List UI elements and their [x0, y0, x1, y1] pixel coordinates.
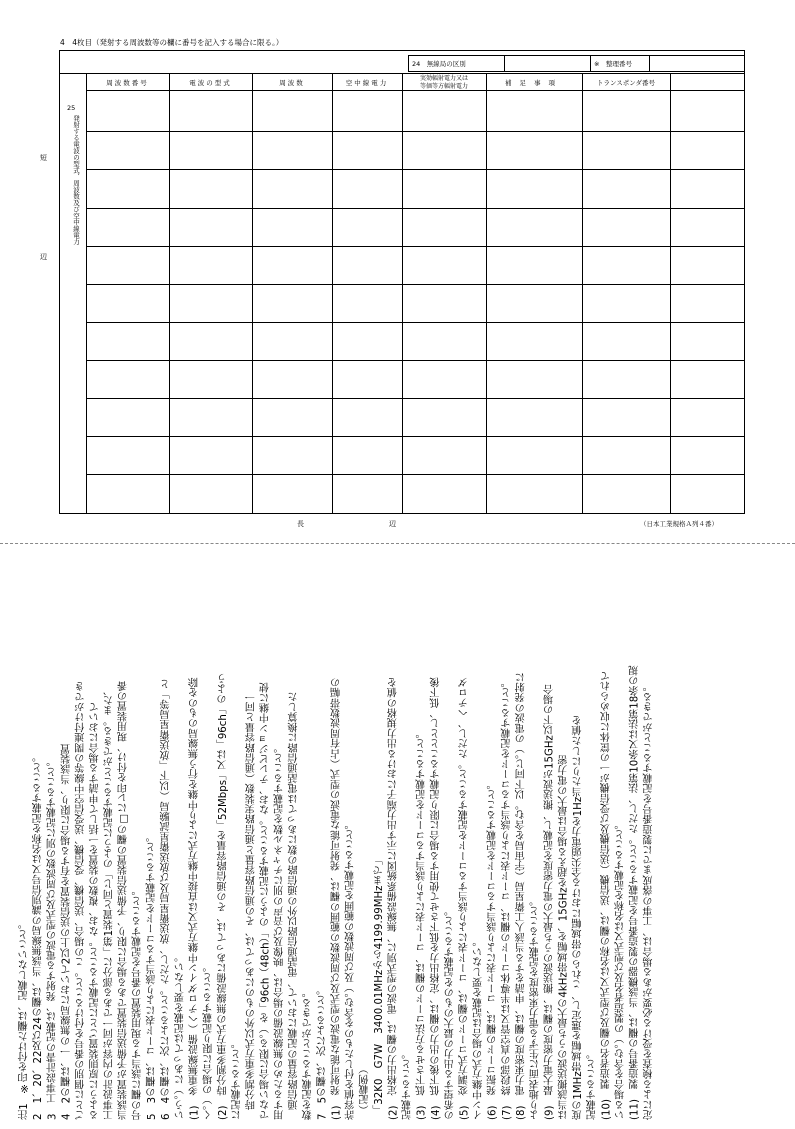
note-line: 度の1MHz帯域幅を選定し、これらの帯域幅における全尖頭電力を1Hz当たりにした値を: [572, 715, 584, 1120]
station-type-label: 24 無線局の区別: [409, 56, 505, 72]
section-number: 25: [67, 104, 76, 112]
note-line: より地表面に生ずる電力束密度を記載すること。: [530, 895, 542, 1120]
note-line: 数を記載することができる。: [303, 987, 315, 1120]
note-line: るように原則装置ごとに記載すること。なお、複数の装置を一括して申請する場合において: [90, 701, 102, 1120]
note-line: の希望する出力の最大のものを記載すること。: [445, 905, 457, 1120]
note-line: (7) 終段部の真空管又は半導体コードの欄は、コード表により該当するコードを記載すること。: [501, 677, 513, 1120]
edge-label-long-left: 長: [297, 520, 304, 528]
note-line: 通信路容量の記載において、電話通信路以外の通信路の数にあっては電話通信路に換算した: [288, 691, 300, 1120]
note-line: ごとに個別の番号を付けること。この場合、送信機、受信機、送受信空中線等の関連付けができ: [75, 681, 87, 1120]
note-line: (1) 発射可能な電波の型式及び周波数の範囲の欄は、発射可能な電波の型式（占有周波数帯幅の: [331, 677, 343, 1120]
note-line: (1) 多重無線設備（ヘテロダイン中継方式又は直接中継方式により中継を行う無線局のものを除: [189, 677, 201, 1120]
note-line: (8) 電力束密度の欄は、申請をする当該人工衛星局（宇宙局を含む。以下同じ。）の電波の発射に: [516, 672, 528, 1120]
note-line: 時分割多重方式以外のものにあっては、その通信路容量と通信路実装数（通信路容量と同一: [246, 691, 258, 1120]
note-line: 工事設計の内容が同一である部分に「第1装置と同じ」のように記載することができる。また、: [104, 685, 116, 1120]
note-line: 3 工事設計書の記載は、発射する電波の型式及び周波数の別に記載すること。: [47, 756, 59, 1120]
note-line: 「32K0 G7W 3400.01MHzから4199.99MHzまで」: [374, 854, 386, 1120]
note-line: 7 5の欄は、次によること。: [317, 984, 329, 1120]
note-line: 許容値を付したものを含む。）及び周波数の範囲を記載すること。: [345, 819, 357, 1120]
notes-block: [18, 585, 778, 1120]
edge-label-short-top: 短: [40, 154, 47, 162]
registration-number-label: ※ 整理番号: [591, 56, 650, 72]
column-header-erp-line1: 実効輻射電力又は: [419, 75, 468, 82]
note-line: 4 2の欄は、一の無線局において2以上の送信装置を有する場合に限り、当該装置: [61, 743, 73, 1120]
note-line: (2) 時分割多重方式の無線設備にあっては、その通信路容量を「52Mbps」又は「96ch」のよう: [217, 673, 229, 1120]
column-header-transponder-number: トランスポンダ番号: [596, 79, 656, 87]
paper-spec: （日本工業規格Ａ列４番）: [640, 520, 718, 528]
note-line: いる場合を含む。）の製造者名及び型式又は名称を記載すること。: [615, 819, 627, 1120]
note-line: （記載例）: [359, 1063, 371, 1120]
edge-label-short-bottom: 辺: [40, 253, 47, 261]
note-line: でない場合に限る。）を「96ch（48ch）」のように記載すること。なお、テレビジョン中継に使: [260, 682, 272, 1120]
note-line: 注1 ※印を付けた欄は、記載しないこと。: [19, 918, 30, 1120]
frequency-table: [59, 73, 745, 514]
note-line: く。）の場合に限り記載すること。: [203, 961, 215, 1120]
column-header-antenna-power: 空中線電力: [345, 79, 389, 87]
column-header-erp: [402, 75, 486, 91]
note-line: (3) 低下させる方法コードの欄は、コード表により該当するコードを記載すること。: [416, 728, 428, 1120]
note-line: (10) 製造者名の欄及び型式又は名称の欄は、送信機（送信機及び受信機が一の筐体に収められて: [601, 670, 613, 1120]
note-line: は当該搬送波のうち最大の4kHz帯域幅を、15GHzを超える場合は最大の電力密: [558, 754, 570, 1120]
registration-number-value[interactable]: [650, 56, 745, 72]
column-header-frequency: 周波数: [279, 79, 305, 87]
column-header-frequency-number: 周波数番号: [106, 79, 149, 87]
note-line: (4) 低下後の出力の欄は、定格出力を低下させて使用する場合に限り記載することとし、低下後: [430, 677, 442, 1120]
note-line: 2 1、20、22及び24の欄は、当該無線局の識別信号又は名称を記載すること。: [33, 751, 45, 1120]
form-title: 4 4枚目（発射する周波数等の欄に番号を記入する場合に限る。）: [60, 38, 284, 47]
note-line: に記載すること。: [232, 1038, 244, 1120]
note-line: 定による検査を受ける必要がある場合は、工事の落成までに製造番号を記載することができる。: [643, 681, 655, 1120]
note-line: (6) 発振コードの欄は、コード表により該当するコードを記載すること。: [487, 779, 499, 1120]
section-label: 発射する電波の型式、周波数及び空中線電力: [72, 115, 80, 245]
note-line: 5 3の欄は、コード表により該当するコードを記載すること。: [146, 831, 158, 1120]
note-line: 用するための無線設備の場合は、映像及び音声の別にチャネル数を記載すること。: [274, 742, 286, 1120]
note-line: 記載すること。: [587, 1048, 599, 1120]
column-header-remarks: 補足事項: [505, 79, 563, 87]
note-line: 記載すること。: [402, 1048, 414, 1120]
note-line: 6 4の欄は、次によること。ただし、放送衛星局及び放送衛星試験局（以下「放送衛星局等」と: [161, 678, 173, 1120]
header-bar: [408, 55, 745, 72]
note-line: (9) 最大電力密度の欄は、搬送波のうち最大の電力密度を記載し、搬送波が15GHz以下の場合: [544, 684, 556, 1120]
note-line: 当該装置が予備送信装置である場合に限り、予備送信装置の欄の□にレ印を付け、現用装置の番: [118, 680, 130, 1120]
note-line: (2) 定格出力の欄は、電波の型式別に、無線設備系統図に示す出力端子における出力規格の値を: [388, 677, 400, 1120]
note-line: 号の欄に該当する現用装置の番号を記載すること。: [132, 885, 144, 1120]
edge-label-long-right: 辺: [389, 520, 396, 528]
column-header-erp-line2: 等価等方輻射電力: [419, 83, 468, 90]
station-type-value[interactable]: [505, 56, 591, 72]
page-divider: [0, 543, 795, 545]
note-line: いう。）にあっては記載を要しない。: [175, 951, 187, 1120]
note-line: (11) 製造番号の欄は、当該機器の製造番号を記載すること。ただし、法第10条又は法第18条の規: [629, 665, 641, 1120]
note-line: イン中継方式の場合は記載を要しない。: [473, 936, 485, 1120]
column-header-emission-type: 電波の型式: [189, 79, 232, 87]
note-line: (5) 変調方式コードの欄は、コード表により該当するコードを記載すること。ただし、ヘテロダ: [459, 677, 471, 1120]
